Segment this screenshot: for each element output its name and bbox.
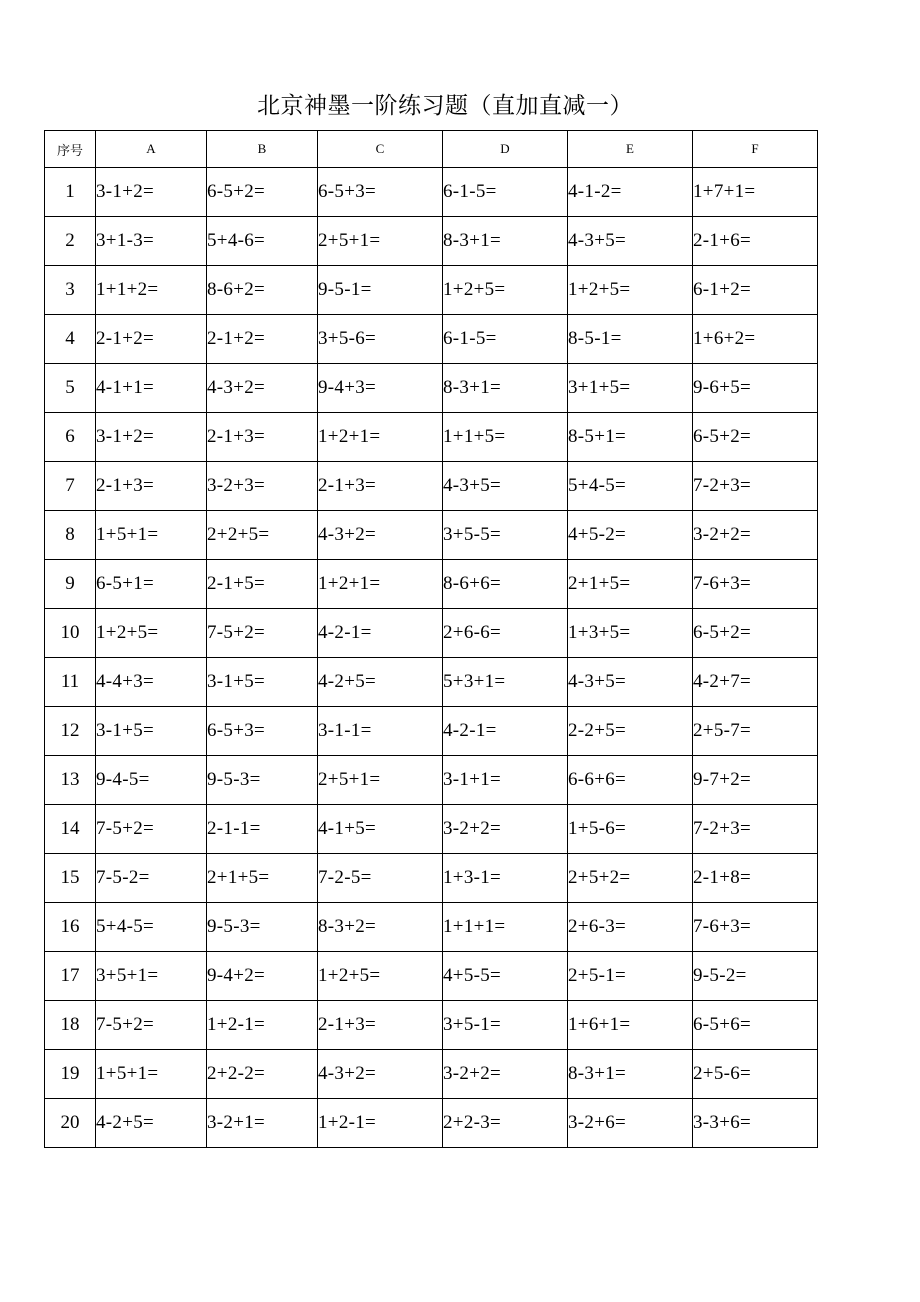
problem-cell: 4-2+7= xyxy=(693,658,818,707)
problem-cell: 4-3+5= xyxy=(568,658,693,707)
problem-cell: 9-4+2= xyxy=(207,952,318,1001)
problem-cell: 3-2+1= xyxy=(207,1099,318,1148)
problem-cell: 9-7+2= xyxy=(693,756,818,805)
problem-cell: 1+2-1= xyxy=(318,1099,443,1148)
problem-cell: 1+2+5= xyxy=(318,952,443,1001)
problem-cell: 4-4+3= xyxy=(96,658,207,707)
column-header-f: F xyxy=(693,131,818,168)
problem-cell: 1+6+2= xyxy=(693,315,818,364)
problem-cell: 2-1+5= xyxy=(207,560,318,609)
problem-cell: 2-1+3= xyxy=(207,413,318,462)
problem-cell: 9-4-5= xyxy=(96,756,207,805)
problem-cell: 1+2+5= xyxy=(96,609,207,658)
problem-cell: 8-6+6= xyxy=(443,560,568,609)
problem-cell: 6-5+2= xyxy=(693,413,818,462)
table-row xyxy=(45,903,818,952)
problem-cell: 2-1+2= xyxy=(96,315,207,364)
row-number: 7 xyxy=(45,462,96,511)
problem-cell: 7-2-5= xyxy=(318,854,443,903)
problem-cell: 1+6+1= xyxy=(568,1001,693,1050)
row-number: 20 xyxy=(45,1099,96,1148)
table-row xyxy=(45,756,818,805)
problem-cell: 3+1+5= xyxy=(568,364,693,413)
problem-cell: 8-3+1= xyxy=(443,364,568,413)
problem-cell: 3-2+2= xyxy=(693,511,818,560)
problem-cell: 4-3+2= xyxy=(207,364,318,413)
problem-cell: 9-5-3= xyxy=(207,903,318,952)
row-number: 15 xyxy=(45,854,96,903)
problem-cell: 2+5-1= xyxy=(568,952,693,1001)
problem-cell: 2+2-2= xyxy=(207,1050,318,1099)
problem-cell: 4-2-1= xyxy=(443,707,568,756)
table-row xyxy=(45,511,818,560)
table-row xyxy=(45,168,818,217)
problem-cell: 1+2-1= xyxy=(207,1001,318,1050)
problem-cell: 8-3+2= xyxy=(318,903,443,952)
column-header-e: E xyxy=(568,131,693,168)
row-number: 3 xyxy=(45,266,96,315)
problem-cell: 2+5+1= xyxy=(318,756,443,805)
column-header-c: C xyxy=(318,131,443,168)
problem-cell: 4-2+5= xyxy=(96,1099,207,1148)
row-number: 1 xyxy=(45,168,96,217)
row-number: 12 xyxy=(45,707,96,756)
problem-cell: 6-5+2= xyxy=(207,168,318,217)
problem-cell: 2+5-6= xyxy=(693,1050,818,1099)
problem-cell: 7-2+3= xyxy=(693,805,818,854)
problem-cell: 6-1+2= xyxy=(693,266,818,315)
problem-cell: 3+5-1= xyxy=(443,1001,568,1050)
table-row xyxy=(45,1099,818,1148)
problem-cell: 1+5-6= xyxy=(568,805,693,854)
table-row xyxy=(45,462,818,511)
problem-cell: 2-1+3= xyxy=(318,462,443,511)
problem-cell: 8-5-1= xyxy=(568,315,693,364)
row-number: 5 xyxy=(45,364,96,413)
row-number: 8 xyxy=(45,511,96,560)
problem-cell: 6-5+3= xyxy=(207,707,318,756)
problem-cell: 2-1+3= xyxy=(96,462,207,511)
problem-cell: 5+4-5= xyxy=(568,462,693,511)
table-row xyxy=(45,1001,818,1050)
row-number: 19 xyxy=(45,1050,96,1099)
problem-cell: 2-2+5= xyxy=(568,707,693,756)
table-row xyxy=(45,952,818,1001)
problem-cell: 3+5+1= xyxy=(96,952,207,1001)
problem-cell: 7-6+3= xyxy=(693,903,818,952)
problem-cell: 1+1+5= xyxy=(443,413,568,462)
row-number: 18 xyxy=(45,1001,96,1050)
problem-cell: 4-3+5= xyxy=(443,462,568,511)
problem-cell: 6-1-5= xyxy=(443,315,568,364)
problem-cell: 3-2+6= xyxy=(568,1099,693,1148)
row-number: 6 xyxy=(45,413,96,462)
problem-cell: 7-5+2= xyxy=(96,1001,207,1050)
problem-cell: 7-5-2= xyxy=(96,854,207,903)
row-number: 10 xyxy=(45,609,96,658)
problem-cell: 6-6+6= xyxy=(568,756,693,805)
table-row xyxy=(45,266,818,315)
problem-cell: 9-6+5= xyxy=(693,364,818,413)
problem-cell: 9-5-1= xyxy=(318,266,443,315)
table-row xyxy=(45,315,818,364)
column-header-a: A xyxy=(96,131,207,168)
problem-cell: 3-1-1= xyxy=(318,707,443,756)
problem-cell: 1+1+1= xyxy=(443,903,568,952)
row-number: 17 xyxy=(45,952,96,1001)
table-row xyxy=(45,413,818,462)
problem-cell: 7-5+2= xyxy=(96,805,207,854)
problem-cell: 4-3+2= xyxy=(318,511,443,560)
column-header-d: D xyxy=(443,131,568,168)
problem-cell: 3-1+2= xyxy=(96,168,207,217)
problem-cell: 8-3+1= xyxy=(568,1050,693,1099)
row-number: 16 xyxy=(45,903,96,952)
problem-cell: 8-6+2= xyxy=(207,266,318,315)
problem-cell: 2-1+6= xyxy=(693,217,818,266)
problem-cell: 5+4-6= xyxy=(207,217,318,266)
problem-cell: 4-1+1= xyxy=(96,364,207,413)
table-row xyxy=(45,217,818,266)
problem-cell: 2+1+5= xyxy=(207,854,318,903)
problem-cell: 1+2+5= xyxy=(443,266,568,315)
problem-cell: 4-2+5= xyxy=(318,658,443,707)
table-row xyxy=(45,609,818,658)
problem-cell: 5+3+1= xyxy=(443,658,568,707)
table-row xyxy=(45,560,818,609)
column-header-index: 序号 xyxy=(45,131,96,168)
problem-cell: 2-1+2= xyxy=(207,315,318,364)
problem-cell: 3-2+3= xyxy=(207,462,318,511)
problem-cell: 2-1+3= xyxy=(318,1001,443,1050)
problem-cell: 6-5+2= xyxy=(693,609,818,658)
table-row xyxy=(45,707,818,756)
row-number: 4 xyxy=(45,315,96,364)
table-row xyxy=(45,364,818,413)
problem-cell: 2+5-7= xyxy=(693,707,818,756)
problem-cell: 6-5+1= xyxy=(96,560,207,609)
problem-cell: 7-2+3= xyxy=(693,462,818,511)
row-number: 14 xyxy=(45,805,96,854)
problem-cell: 2+6-3= xyxy=(568,903,693,952)
problem-cell: 1+7+1= xyxy=(693,168,818,217)
problem-cell: 1+3-1= xyxy=(443,854,568,903)
row-number: 11 xyxy=(45,658,96,707)
problem-cell: 2+5+1= xyxy=(318,217,443,266)
problem-cell: 7-6+3= xyxy=(693,560,818,609)
table-row xyxy=(45,1050,818,1099)
problem-cell: 1+2+1= xyxy=(318,413,443,462)
problem-cell: 2+2+5= xyxy=(207,511,318,560)
problem-cell: 2+5+2= xyxy=(568,854,693,903)
problem-cell: 2-1-1= xyxy=(207,805,318,854)
problem-cell: 2+2-3= xyxy=(443,1099,568,1148)
problem-cell: 9-5-3= xyxy=(207,756,318,805)
column-header-b: B xyxy=(207,131,318,168)
problem-cell: 2-1+8= xyxy=(693,854,818,903)
problem-cell: 1+5+1= xyxy=(96,511,207,560)
table-header-row xyxy=(45,131,818,168)
row-number: 13 xyxy=(45,756,96,805)
problem-cell: 3+5-6= xyxy=(318,315,443,364)
problem-cell: 4-3+2= xyxy=(318,1050,443,1099)
problem-cell: 3-1+5= xyxy=(96,707,207,756)
problem-cell: 1+3+5= xyxy=(568,609,693,658)
problem-cell: 8-3+1= xyxy=(443,217,568,266)
problem-cell: 3-1+5= xyxy=(207,658,318,707)
problem-cell: 9-5-2= xyxy=(693,952,818,1001)
problem-cell: 2+6-6= xyxy=(443,609,568,658)
row-number: 2 xyxy=(45,217,96,266)
table-row xyxy=(45,854,818,903)
problem-cell: 4-1-2= xyxy=(568,168,693,217)
problem-cell: 4-2-1= xyxy=(318,609,443,658)
problem-cell: 4-1+5= xyxy=(318,805,443,854)
problem-cell: 3-2+2= xyxy=(443,805,568,854)
row-number: 9 xyxy=(45,560,96,609)
problem-cell: 3-1+2= xyxy=(96,413,207,462)
problem-cell: 9-4+3= xyxy=(318,364,443,413)
problem-cell: 6-5+3= xyxy=(318,168,443,217)
problem-cell: 1+2+1= xyxy=(318,560,443,609)
problem-cell: 5+4-5= xyxy=(96,903,207,952)
problem-cell: 4-3+5= xyxy=(568,217,693,266)
problem-cell: 3-2+2= xyxy=(443,1050,568,1099)
table-row xyxy=(45,805,818,854)
problem-cell: 3-1+1= xyxy=(443,756,568,805)
problem-cell: 4+5-2= xyxy=(568,511,693,560)
problem-cell: 6-1-5= xyxy=(443,168,568,217)
problem-cell: 3+1-3= xyxy=(96,217,207,266)
problem-cell: 1+5+1= xyxy=(96,1050,207,1099)
exercise-table xyxy=(44,130,818,1148)
table-row xyxy=(45,658,818,707)
problem-cell: 3+5-5= xyxy=(443,511,568,560)
problem-cell: 4+5-5= xyxy=(443,952,568,1001)
problem-cell: 1+2+5= xyxy=(568,266,693,315)
problem-cell: 6-5+6= xyxy=(693,1001,818,1050)
problem-cell: 1+1+2= xyxy=(96,266,207,315)
page-title: 北京神墨一阶练习题（直加直减一） xyxy=(257,93,633,119)
problem-cell: 8-5+1= xyxy=(568,413,693,462)
problem-cell: 3-3+6= xyxy=(693,1099,818,1148)
problem-cell: 7-5+2= xyxy=(207,609,318,658)
table-body xyxy=(45,168,818,1148)
problem-cell: 2+1+5= xyxy=(568,560,693,609)
